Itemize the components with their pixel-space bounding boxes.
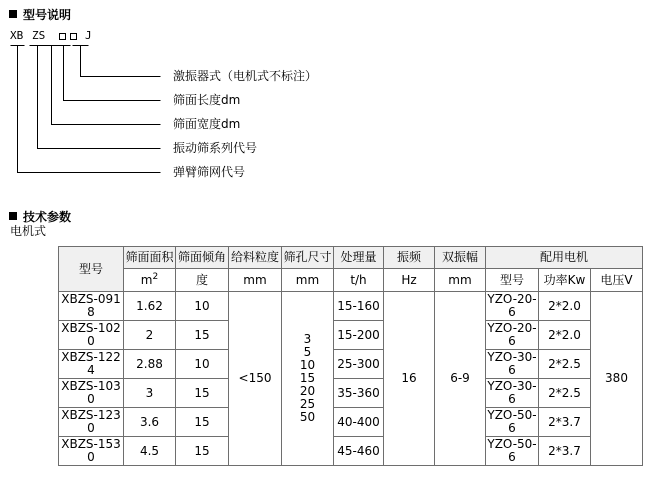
legend-item-series: 振动筛系列代号 xyxy=(173,141,258,155)
code-bracket-diagram xyxy=(0,0,647,200)
cell-capacity: 35-360 xyxy=(334,379,384,408)
bracket-line-length xyxy=(57,46,161,101)
header-angle: 筛面倾角 xyxy=(176,247,229,269)
spec-table xyxy=(58,246,643,466)
cell-model: XBZS-1224 xyxy=(59,350,124,379)
cell-capacity: 40-400 xyxy=(334,408,384,437)
cell-freq-merged: 16 xyxy=(384,292,435,466)
cell-hole-merged xyxy=(282,292,334,466)
cell-area: 4.5 xyxy=(124,437,176,466)
cell-motor-model: YZO-30-6 xyxy=(487,379,537,406)
cell-angle: 10 xyxy=(176,350,229,379)
cell-voltage-merged: 380 xyxy=(591,292,643,466)
cell-angle: 15 xyxy=(176,437,229,466)
unit-freq: Hz xyxy=(384,269,435,292)
cell-area: 3.6 xyxy=(124,408,176,437)
header-freq: 振频 xyxy=(384,247,435,269)
hole-size-value: 3 xyxy=(303,332,312,346)
unit-amp: mm xyxy=(435,269,486,292)
table-row xyxy=(59,321,643,350)
unit-feed: mm xyxy=(229,269,282,292)
cell-motor-model: YZO-30-6 xyxy=(487,350,537,377)
unit-area-exponent: 2 xyxy=(152,271,159,282)
header-capacity: 处理量 xyxy=(334,247,384,269)
header-area: 筛面面积 xyxy=(124,247,176,269)
cell-area: 2.88 xyxy=(124,350,176,379)
cell-motor-model: YZO-50-6 xyxy=(487,437,537,464)
cell-motor-model: YZO-20-6 xyxy=(487,292,537,319)
header-model: 型号 xyxy=(59,247,124,292)
table-row xyxy=(59,437,643,466)
header-amp: 双振幅 xyxy=(435,247,486,269)
cell-capacity: 45-460 xyxy=(334,437,384,466)
table-row xyxy=(59,379,643,408)
unit-hole: mm xyxy=(282,269,334,292)
hole-size-value: 15 xyxy=(299,371,316,385)
unit-area-base: m xyxy=(140,272,153,287)
section-title: 技术参数 xyxy=(23,210,72,224)
cell-angle: 15 xyxy=(176,408,229,437)
hole-size-value: 25 xyxy=(299,397,316,411)
legend-item-exciter: 激振器式（电机式不标注） xyxy=(173,69,318,83)
header-motor: 配用电机 xyxy=(486,247,643,269)
cell-capacity: 25-300 xyxy=(334,350,384,379)
cell-feed-merged: <150 xyxy=(229,292,282,466)
cell-area: 2 xyxy=(124,321,176,350)
bracket-line-zs xyxy=(30,46,161,149)
cell-angle: 10 xyxy=(176,292,229,321)
header-hole: 筛孔尺寸 xyxy=(282,247,334,269)
cell-capacity: 15-200 xyxy=(334,321,384,350)
unit-angle: 度 xyxy=(176,269,229,292)
legend-item-width: 筛面宽度dm xyxy=(173,117,241,131)
square-bullet-icon xyxy=(9,212,17,220)
cell-motor-power: 2*2.5 xyxy=(539,379,591,408)
cell-model: XBZS-1020 xyxy=(59,321,124,350)
cell-capacity: 15-160 xyxy=(334,292,384,321)
table-row xyxy=(59,350,643,379)
cell-motor-power: 2*3.7 xyxy=(539,408,591,437)
header-motor-model: 型号 xyxy=(486,269,539,292)
unit-area xyxy=(124,269,176,292)
hole-size-value: 20 xyxy=(299,384,316,398)
code-segment-j: J xyxy=(85,29,92,42)
table-row xyxy=(59,292,643,321)
cell-motor-power: 2*2.0 xyxy=(539,321,591,350)
cell-model: XBZS-1530 xyxy=(59,437,124,466)
code-segment-zs: ZS xyxy=(32,29,46,42)
cell-motor-power: 2*2.5 xyxy=(539,350,591,379)
cell-amp-merged: 6-9 xyxy=(435,292,486,466)
bracket-line-exciter xyxy=(73,46,161,77)
hole-size-value: 5 xyxy=(303,345,312,359)
table-row xyxy=(59,408,643,437)
table-header-row xyxy=(59,247,643,269)
unit-capacity: t/h xyxy=(334,269,384,292)
cell-model: XBZS-0918 xyxy=(59,292,124,321)
code-segment-xb: XB xyxy=(10,29,24,42)
section-title: 型号说明 xyxy=(23,8,72,22)
bracket-line-xb xyxy=(11,46,161,173)
table-unit-row xyxy=(59,269,643,292)
cell-area: 1.62 xyxy=(124,292,176,321)
cell-motor-power: 2*3.7 xyxy=(539,437,591,466)
header-motor-voltage: 电压V xyxy=(591,269,643,292)
hole-size-value: 50 xyxy=(299,410,316,424)
legend-item-mesh: 弹臂筛网代号 xyxy=(173,165,246,179)
header-feed: 给料粒度 xyxy=(229,247,282,269)
cell-angle: 15 xyxy=(176,379,229,408)
cell-model: XBZS-1030 xyxy=(59,379,124,408)
header-motor-power: 功率Kw xyxy=(539,269,591,292)
cell-angle: 15 xyxy=(176,321,229,350)
legend-item-length: 筛面长度dm xyxy=(173,93,241,107)
hole-size-value: 10 xyxy=(299,358,316,372)
section-heading-specs xyxy=(9,210,71,224)
bracket-line-width xyxy=(44,46,161,125)
cell-motor-model: YZO-20-6 xyxy=(487,321,537,348)
cell-area: 3 xyxy=(124,379,176,408)
cell-model: XBZS-1230 xyxy=(59,408,124,437)
section-subtitle: 电机式 xyxy=(10,224,47,238)
cell-motor-model: YZO-50-6 xyxy=(487,408,537,435)
cell-motor-power: 2*2.0 xyxy=(539,292,591,321)
